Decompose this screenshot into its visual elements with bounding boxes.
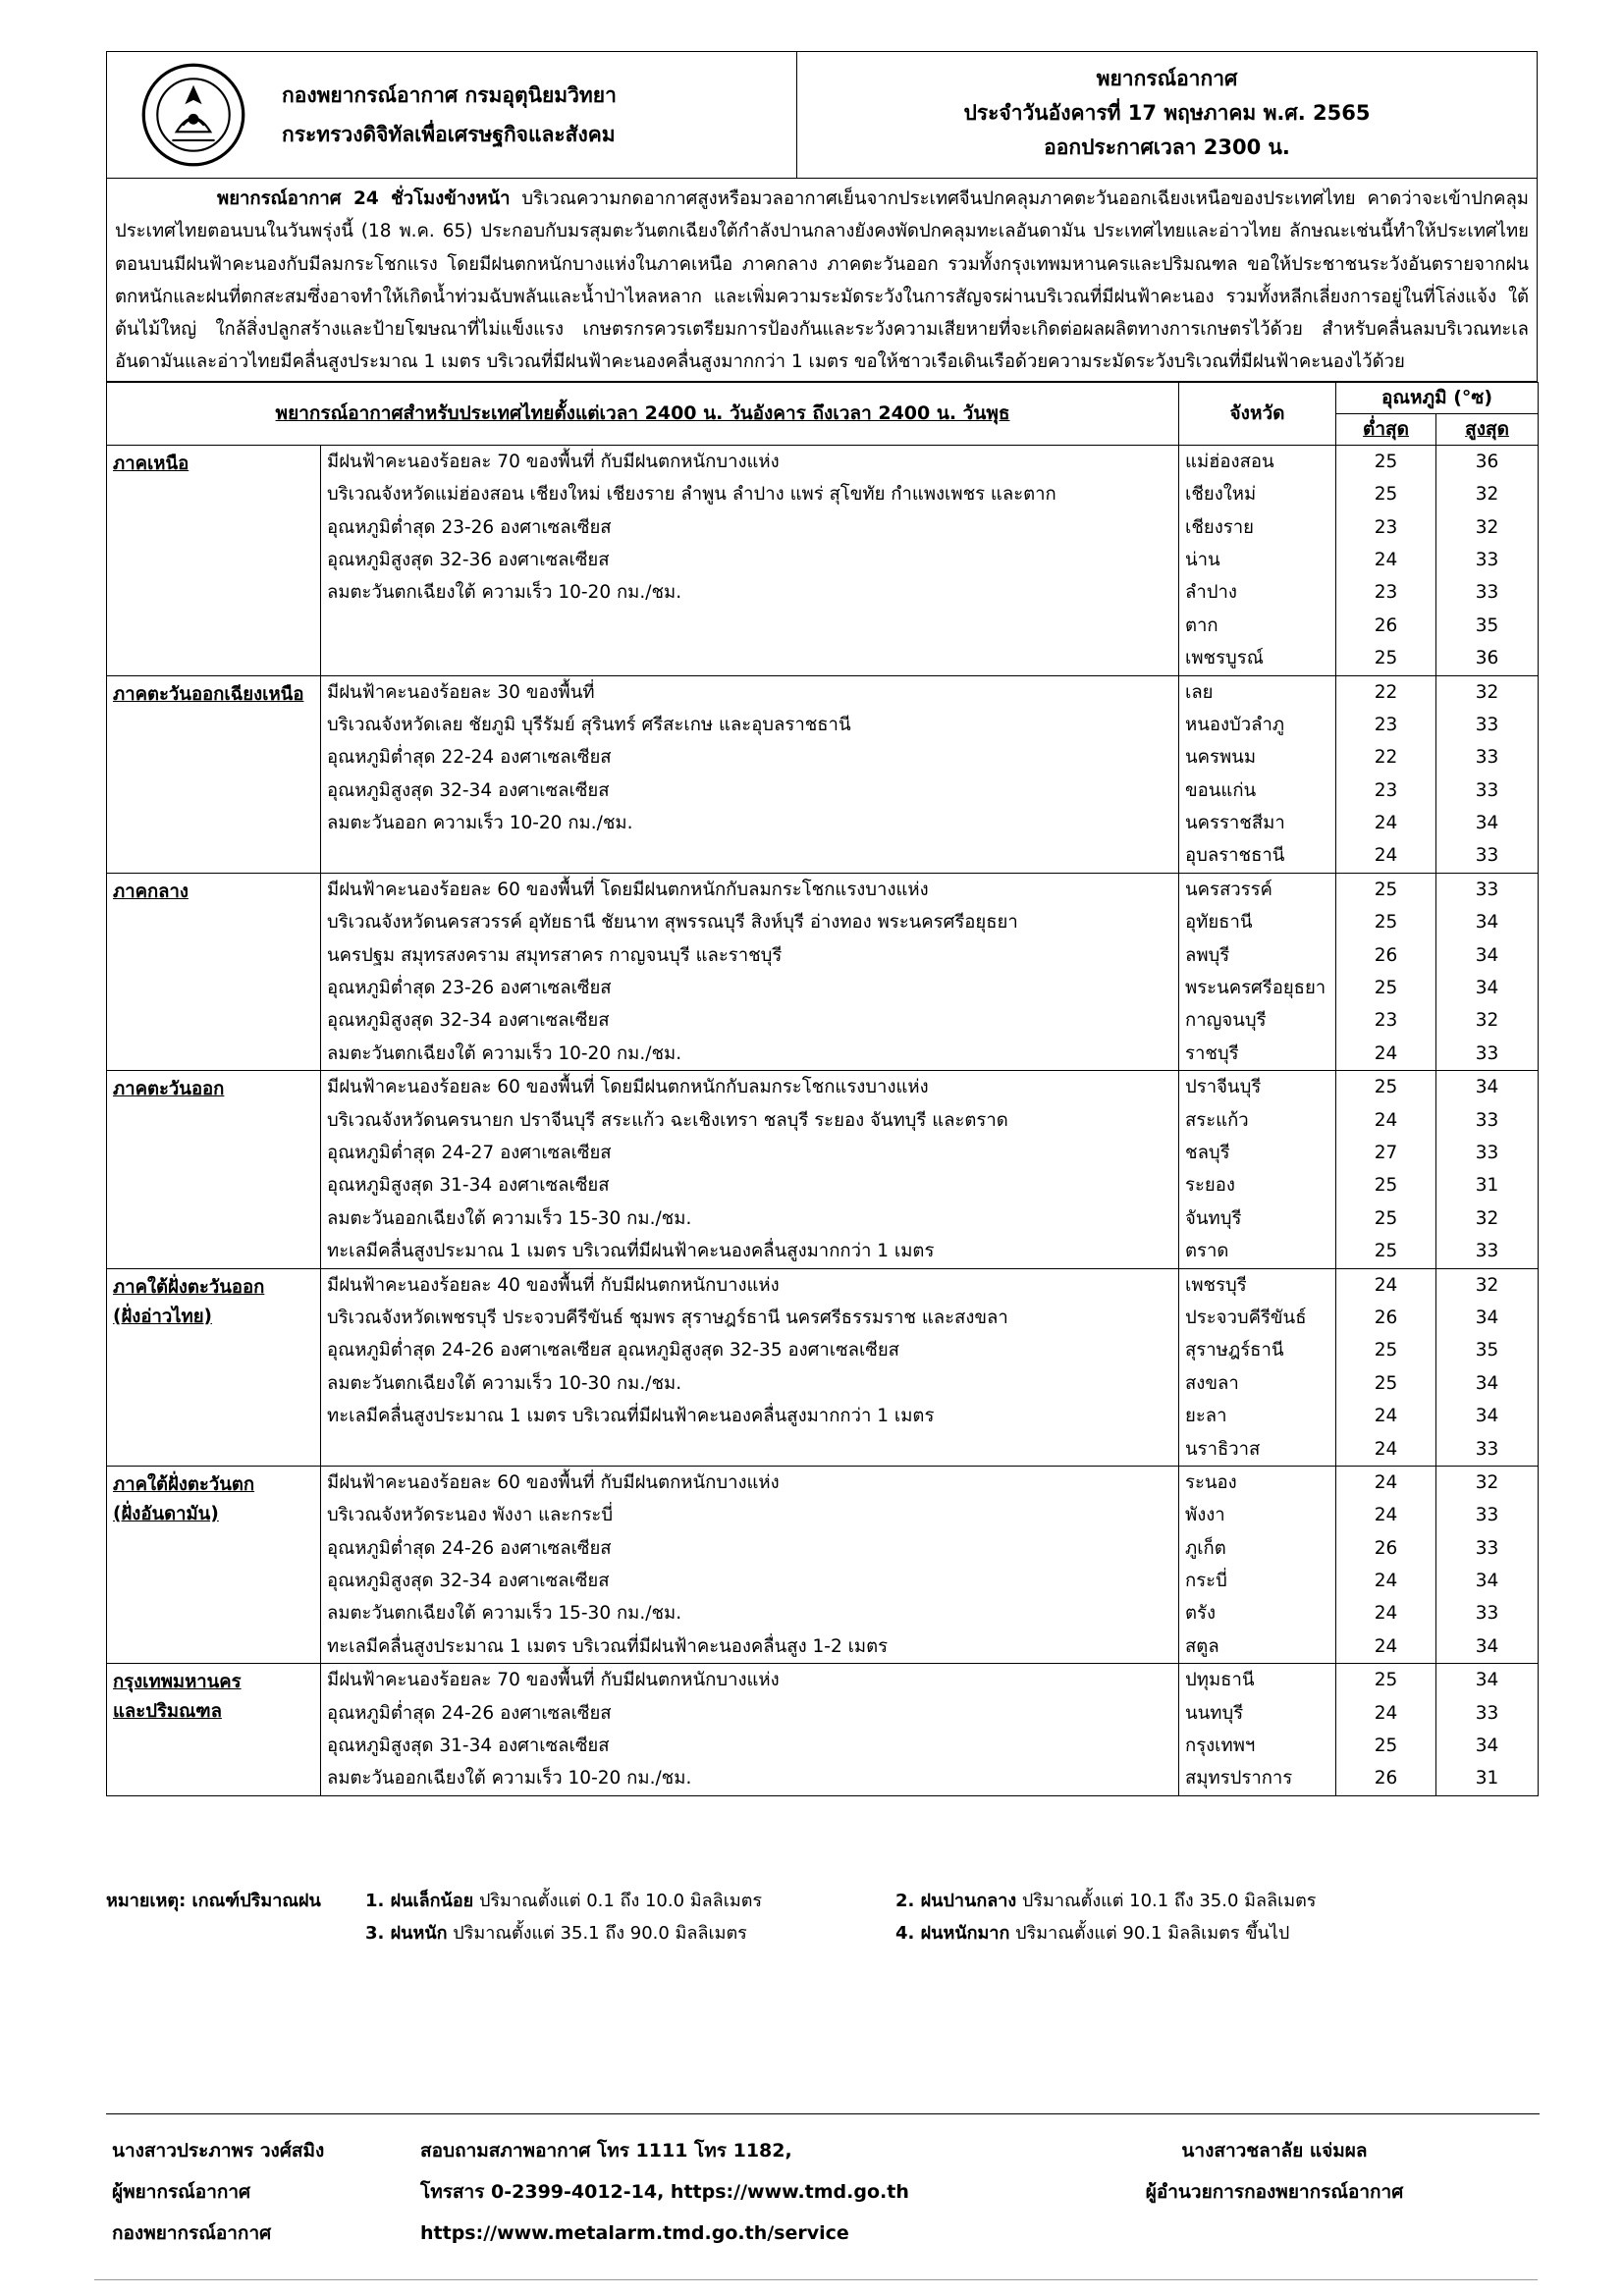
forecast-line: มีฝนฟ้าคะนองร้อยละ 40 ของพื้นที่ กับมีฝนตกหนักบางแห่ง: [327, 1274, 780, 1296]
min-temp: 26: [1374, 614, 1398, 636]
doc-issued-time: ออกประกาศเวลา 2300 น.: [1044, 135, 1290, 159]
province-list: [1179, 445, 1336, 675]
max-temp: 35: [1475, 614, 1499, 636]
min-temp: 25: [1374, 1077, 1398, 1098]
max-temp: 34: [1475, 1307, 1499, 1328]
min-temp: 25: [1374, 484, 1398, 506]
min-temp: 26: [1374, 944, 1398, 966]
col-province-header: จังหวัด: [1179, 382, 1336, 445]
max-temp-list: [1436, 1664, 1539, 1796]
max-temp: 32: [1475, 1207, 1499, 1229]
footer-divider: [106, 2113, 1540, 2114]
province-name: ระนอง: [1185, 1471, 1237, 1493]
max-temp: 32: [1475, 681, 1499, 703]
max-temp: 34: [1475, 1077, 1499, 1098]
note-item-title: 1. ฝนเล็กน้อย: [365, 1891, 474, 1911]
max-temp: 36: [1475, 451, 1499, 472]
province-name: ลำปาง: [1185, 582, 1237, 604]
province-name: เชียงราย: [1185, 516, 1254, 538]
min-temp: 24: [1374, 549, 1398, 570]
min-temp: 25: [1374, 912, 1398, 934]
forecast-line: ทะเลมีคลื่นสูงประมาณ 1 เมตร บริเวณที่มีฝนฟ้าคะนองคลื่นสูง 1-2 เมตร: [327, 1635, 889, 1657]
summary-paragraph: [106, 179, 1538, 382]
region-name-line: กรุงเทพมหานคร: [113, 1672, 242, 1693]
region-forecast: [321, 445, 1179, 675]
region-row: [107, 675, 1539, 873]
forecast-line: บริเวณจังหวัดเพชรบุรี ประจวบคีรีขันธ์ ชุมพร สุราษฎร์ธานี นครศรีธรรมราช และสงขลา: [327, 1307, 1008, 1328]
note-item: [365, 1917, 895, 1949]
max-temp: 35: [1475, 1340, 1499, 1362]
tmd-seal-icon: [140, 62, 246, 168]
min-temp: 25: [1374, 879, 1398, 900]
note-item-title: 4. ฝนหนักมาก: [895, 1923, 1010, 1944]
forecast-line: อุณหภูมิต่ำสุด 24-26 องศาเซลเซียส อุณหภูมิสูงสุด 32-35 องศาเซลเซียส: [327, 1340, 899, 1362]
min-temp-list: [1336, 1268, 1436, 1466]
max-temp: 33: [1475, 779, 1499, 801]
min-temp: 26: [1374, 1307, 1398, 1328]
summary-text: บริเวณความกดอากาศสูงหรือมวลอากาศเย็นจากประเทศจีนปกคลุมภาคตะวันออกเฉียงเหนือของประเทศไทย คาดว่าจะเข้าปกคลุมประเทศไทยตอนบนในวันพรุ่งนี้ (18 พ.ค. 65) ประกอบกับมรสุมตะวันตกเฉียงใต้กำลังปานกลางยังคงพัดปกคลุมทะเลอันดามัน ประเทศไทยและอ่าวไทย ลักษณะเช่นนี้ทำให้ประเทศไทยตอนบนมีฝนฟ้าคะนองกับมีลมกระโชกแรง โดยมีฝนตกหนักบางแห่งในภาคเหนือ ภาคกลาง ภาคตะวันออก รวมทั้งกรุงเทพมหานครและปริมณฑล ขอให้ประชาชนระวังอันตรายจากฝนตกหนักและฝนที่ตกสะสมซึ่งอาจทำให้เกิดน้ำท่วมฉับพลันและน้ำป่าไหลหลาก และเพิ่มความระมัดระวังในการสัญจรผ่านบริเวณที่มีฝนฟ้าคะนอง รวมทั้งหลีกเลี่ยงการอยู่ในที่โล่งแจ้ง ใต้ต้นไม้ใหญ่ ใกล้สิ่งปลูกสร้างและป้ายโฆษณาที่ไม่แข็งแรง เกษตรกรควรเตรียมการป้องกันและระวังความเสียหายที่จะเกิดต่อผลผลิตทางการเกษตรไว้ด้วย สำหรับคลื่นลมบริเวณทะเลอันดามันและอ่าวไทยมีคลื่นสูงประมาณ 1 เมตร บริเวณที่มีฝนฟ้าคะนองคลื่นสูงมากกว่า 1 เมตร ขอให้ชาวเรือเดินเรือด้วยความระมัดระวังบริเวณที่มีฝนฟ้าคะนองไว้ด้วย: [115, 188, 1529, 373]
min-temp: 25: [1374, 978, 1398, 999]
province-list: [1179, 1071, 1336, 1268]
min-temp: 25: [1374, 1735, 1398, 1757]
header-org-block: [107, 52, 797, 178]
forecast-line: ลมตะวันตกเฉียงใต้ ความเร็ว 10-30 กม./ชม.: [327, 1372, 682, 1394]
forecast-line: บริเวณจังหวัดเลย ชัยภูมิ บุรีรัมย์ สุรินทร์ ศรีสะเกษ และอุบลราชธานี: [327, 714, 851, 735]
org-line-2: กระทรวงดิจิทัลเพื่อเศรษฐกิจและสังคม: [282, 123, 616, 146]
region-name-line: ภาคตะวันออกเฉียงเหนือ: [113, 683, 304, 705]
province-list: [1179, 1268, 1336, 1466]
min-temp: 24: [1374, 1406, 1398, 1427]
note-item-text: ปริมาณตั้งแต่ 10.1 ถึง 35.0 มิลลิเมตร: [1016, 1891, 1317, 1911]
min-temp: 25: [1374, 1670, 1398, 1691]
forecast-line: มีฝนฟ้าคะนองร้อยละ 60 ของพื้นที่ โดยมีฝนตกหนักกับลมกระโชกแรงบางแห่ง: [327, 1077, 929, 1098]
forecast-line: อุณหภูมิต่ำสุด 23-26 องศาเซลเซียส: [327, 978, 612, 999]
max-temp: 34: [1475, 813, 1499, 834]
region-name: [107, 1466, 321, 1663]
province-name: ภูเก็ต: [1185, 1537, 1226, 1559]
col-temp-header: อุณหภูมิ (°ซ): [1336, 382, 1539, 413]
forecast-line: อุณหภูมิสูงสุด 32-34 องศาเซลเซียส: [327, 779, 610, 801]
page-bottom-rule: [94, 2279, 1538, 2280]
max-temp: 34: [1475, 1406, 1499, 1427]
province-name: เชียงใหม่: [1185, 484, 1257, 506]
forecast-line: อุณหภูมิต่ำสุด 24-27 องศาเซลเซียส: [327, 1142, 612, 1163]
province-name: อุทัยธานี: [1185, 912, 1253, 934]
province-name: ตราด: [1185, 1241, 1229, 1262]
min-temp-list: [1336, 1466, 1436, 1663]
min-temp: 22: [1374, 681, 1398, 703]
max-temp: 33: [1475, 1505, 1499, 1526]
province-list: [1179, 1466, 1336, 1663]
note-item-title: 3. ฝนหนัก: [365, 1923, 448, 1944]
province-name: นครราชสีมา: [1185, 813, 1285, 834]
max-temp: 34: [1475, 978, 1499, 999]
province-name: พังงา: [1185, 1505, 1225, 1526]
province-list: [1179, 873, 1336, 1070]
max-temp: 33: [1475, 1241, 1499, 1262]
max-temp: 33: [1475, 1537, 1499, 1559]
forecast-line: บริเวณจังหวัดระนอง พังงา และกระบี่: [327, 1505, 614, 1526]
forecast-line: มีฝนฟ้าคะนองร้อยละ 60 ของพื้นที่ โดยมีฝนตกหนักกับลมกระโชกแรงบางแห่ง: [327, 879, 929, 900]
max-temp: 33: [1475, 582, 1499, 604]
doc-title: พยากรณ์อากาศ: [1096, 67, 1238, 90]
forecast-line: มีฝนฟ้าคะนองร้อยละ 60 ของพื้นที่ กับมีฝนตกหนักบางแห่ง: [327, 1471, 780, 1493]
max-temp-list: [1436, 445, 1539, 675]
forecast-line: อุณหภูมิสูงสุด 32-36 องศาเซลเซียส: [327, 549, 610, 570]
province-name: หนองบัวลำภู: [1185, 714, 1285, 735]
min-temp: 24: [1374, 1603, 1398, 1625]
forecast-line: อุณหภูมิต่ำสุด 23-26 องศาเซลเซียส: [327, 516, 612, 538]
region-forecast: [321, 1071, 1179, 1268]
contact-block: [420, 2130, 909, 2254]
forecast-line: บริเวณจังหวัดนครนายก ปราจีนบุรี สระแก้ว ฉะเชิงเทรา ชลบุรี ระยอง จันทบุรี และตราด: [327, 1109, 1008, 1131]
province-name: นครสวรรค์: [1185, 879, 1272, 900]
min-temp-list: [1336, 1664, 1436, 1796]
province-name: กรุงเทพฯ: [1185, 1735, 1256, 1757]
note-label: หมายเหตุ: เกณฑ์ปริมาณฝน: [106, 1891, 321, 1911]
region-name: [107, 1268, 321, 1466]
max-temp: 31: [1475, 1768, 1499, 1789]
province-name: กระบี่: [1185, 1571, 1227, 1592]
province-list: [1179, 1664, 1336, 1796]
min-temp: 24: [1374, 1635, 1398, 1657]
province-name: นนทบุรี: [1185, 1702, 1244, 1724]
min-temp: 24: [1374, 1471, 1398, 1493]
max-temp: 33: [1475, 1603, 1499, 1625]
min-temp: 26: [1374, 1768, 1398, 1789]
header-title-block: [797, 52, 1537, 178]
province-name: สงขลา: [1185, 1372, 1239, 1394]
forecast-line: บริเวณจังหวัดนครสวรรค์ อุทัยธานี ชัยนาท สุพรรณบุรี สิงห์บุรี อ่างทอง พระนครศรีอยุธยา: [327, 912, 1018, 934]
min-temp: 23: [1374, 516, 1398, 538]
province-name: ประจวบคีรีขันธ์: [1185, 1307, 1307, 1328]
col-min-header: ต่ำสุด: [1336, 413, 1436, 445]
min-temp: 23: [1374, 582, 1398, 604]
region-row: [107, 1664, 1539, 1796]
region-name-line: และปริมณฑล: [113, 1701, 222, 1723]
document-header: [106, 51, 1538, 179]
province-name: ปราจีนบุรี: [1185, 1077, 1262, 1098]
province-name: เพชรบุรี: [1185, 1274, 1247, 1296]
province-name: นราธิวาส: [1185, 1438, 1261, 1460]
province-name: ขอนแก่น: [1185, 779, 1257, 801]
province-name: ตาก: [1185, 614, 1218, 636]
region-forecast: [321, 1268, 1179, 1466]
region-name-line: ภาคเหนือ: [113, 453, 189, 474]
min-temp: 24: [1374, 813, 1398, 834]
province-name: ระยอง: [1185, 1175, 1235, 1197]
max-temp: 33: [1475, 549, 1499, 570]
forecast-line: อุณหภูมิสูงสุด 32-34 องศาเซลเซียส: [327, 1010, 610, 1032]
rain-criteria-note: [106, 1885, 1540, 1949]
min-temp: 24: [1374, 1505, 1398, 1526]
forecast-line: อุณหภูมิสูงสุด 31-34 องศาเซลเซียส: [327, 1175, 610, 1197]
director-signature-block: [1127, 2130, 1422, 2213]
province-name: ตรัง: [1185, 1603, 1216, 1625]
forecast-line: ลมตะวันออก ความเร็ว 10-20 กม./ชม.: [327, 813, 633, 834]
summary-lead: พยากรณ์อากาศ 24 ชั่วโมงข้างหน้า: [217, 188, 511, 209]
province-name: พระนครศรีอยุธยา: [1185, 978, 1326, 999]
min-temp-list: [1336, 675, 1436, 873]
region-row: [107, 1268, 1539, 1466]
max-temp-list: [1436, 873, 1539, 1070]
forecast-page: [106, 51, 1538, 1796]
region-name-line: ภาคใต้ฝั่งตะวันตก: [113, 1473, 255, 1495]
forecaster-division: กองพยากรณ์อากาศ: [112, 2222, 272, 2244]
max-temp: 31: [1475, 1175, 1499, 1197]
max-temp-list: [1436, 1071, 1539, 1268]
province-name: สตูล: [1185, 1635, 1219, 1657]
province-name: สุราษฎร์ธานี: [1185, 1340, 1284, 1362]
province-name: ปทุมธานี: [1185, 1670, 1255, 1691]
region-forecast: [321, 675, 1179, 873]
province-name: ราชบุรี: [1185, 1042, 1239, 1064]
region-row: [107, 445, 1539, 675]
region-name: [107, 1664, 321, 1796]
province-name: น่าน: [1185, 549, 1220, 570]
org-line-1: กองพยากรณ์อากาศ กรมอุตุนิยมวิทยา: [282, 83, 617, 107]
max-temp: 33: [1475, 1702, 1499, 1724]
max-temp: 33: [1475, 1109, 1499, 1131]
max-temp: 32: [1475, 516, 1499, 538]
region-name: [107, 675, 321, 873]
forecast-line: อุณหภูมิต่ำสุด 24-26 องศาเซลเซียส: [327, 1702, 612, 1724]
min-temp: 23: [1374, 1010, 1398, 1032]
min-temp: 25: [1374, 648, 1398, 669]
min-temp: 25: [1374, 1241, 1398, 1262]
province-name: สมุทรปราการ: [1185, 1768, 1293, 1789]
forecast-line: ทะเลมีคลื่นสูงประมาณ 1 เมตร บริเวณที่มีฝนฟ้าคะนองคลื่นสูงมากกว่า 1 เมตร: [327, 1241, 935, 1262]
min-temp: 23: [1374, 779, 1398, 801]
max-temp-list: [1436, 1466, 1539, 1663]
note-item: [365, 1885, 895, 1917]
min-temp: 24: [1374, 845, 1398, 867]
province-name: จันทบุรี: [1185, 1207, 1242, 1229]
province-list: [1179, 675, 1336, 873]
min-temp: 24: [1374, 1702, 1398, 1724]
max-temp: 33: [1475, 747, 1499, 769]
region-name: [107, 445, 321, 675]
region-name-line: (ฝั่งอ่าวไทย): [113, 1306, 213, 1327]
region-name-line: ภาคตะวันออก: [113, 1079, 225, 1100]
forecast-line: ลมตะวันออกเฉียงใต้ ความเร็ว 15-30 กม./ชม.: [327, 1207, 692, 1229]
note-item-title: 2. ฝนปานกลาง: [895, 1891, 1017, 1911]
note-item-text: ปริมาณตั้งแต่ 0.1 ถึง 10.0 มิลลิเมตร: [473, 1891, 763, 1911]
col-max-header: สูงสุด: [1436, 413, 1539, 445]
min-temp: 24: [1374, 1042, 1398, 1064]
min-temp: 24: [1374, 1274, 1398, 1296]
max-temp: 34: [1475, 1372, 1499, 1394]
region-forecast: [321, 873, 1179, 1070]
min-temp: 25: [1374, 451, 1398, 472]
contact-fax-web[interactable]: โทรสาร 0-2399-4012-14, https://www.tmd.go.th: [420, 2181, 909, 2203]
min-temp: 24: [1374, 1109, 1398, 1131]
forecast-line: ลมตะวันตกเฉียงใต้ ความเร็ว 10-20 กม./ชม.: [327, 582, 682, 604]
min-temp: 22: [1374, 747, 1398, 769]
forecaster-title: ผู้พยากรณ์อากาศ: [112, 2181, 251, 2203]
region-name: [107, 1071, 321, 1268]
forecast-line: นครปฐม สมุทรสงคราม สมุทรสาคร กาญจนบุรี และราชบุรี: [327, 944, 783, 966]
min-temp: 27: [1374, 1142, 1398, 1163]
note-item-text: ปริมาณตั้งแต่ 35.1 ถึง 90.0 มิลลิเมตร: [447, 1923, 747, 1944]
forecast-line: อุณหภูมิสูงสุด 32-34 องศาเซลเซียส: [327, 1571, 610, 1592]
director-name: นางสาวชลาลัย แจ่มผล: [1181, 2140, 1368, 2162]
max-temp: 34: [1475, 912, 1499, 934]
max-temp-list: [1436, 1268, 1539, 1466]
max-temp: 33: [1475, 1142, 1499, 1163]
min-temp-list: [1336, 1071, 1436, 1268]
max-temp: 32: [1475, 1471, 1499, 1493]
max-temp: 34: [1475, 1670, 1499, 1691]
province-name: เลย: [1185, 681, 1214, 703]
forecast-line: ลมตะวันตกเฉียงใต้ ความเร็ว 10-20 กม./ชม.: [327, 1042, 682, 1064]
max-temp: 33: [1475, 1042, 1499, 1064]
region-name-line: (ฝั่งอันดามัน): [113, 1503, 219, 1524]
max-temp: 33: [1475, 1438, 1499, 1460]
forecast-line: มีฝนฟ้าคะนองร้อยละ 70 ของพื้นที่ กับมีฝนตกหนักบางแห่ง: [327, 1670, 780, 1691]
min-temp-list: [1336, 445, 1436, 675]
forecast-table: [106, 382, 1539, 1796]
min-temp: 26: [1374, 1537, 1398, 1559]
note-item: [895, 1885, 1316, 1917]
region-row: [107, 1466, 1539, 1663]
province-name: ชลบุรี: [1185, 1142, 1230, 1163]
note-item-text: ปริมาณตั้งแต่ 90.1 มิลลิเมตร ขึ้นไป: [1009, 1923, 1290, 1944]
region-forecast: [321, 1664, 1179, 1796]
forecast-line: ทะเลมีคลื่นสูงประมาณ 1 เมตร บริเวณที่มีฝนฟ้าคะนองคลื่นสูงมากกว่า 1 เมตร: [327, 1406, 935, 1427]
forecast-line: ลมตะวันออกเฉียงใต้ ความเร็ว 10-20 กม./ชม.: [327, 1768, 692, 1789]
contact-alarm-link[interactable]: https://www.metalarm.tmd.go.th/service: [420, 2222, 849, 2244]
table-heading: พยากรณ์อากาศสำหรับประเทศไทยตั้งแต่เวลา 2400 น. วันอังคาร ถึงเวลา 2400 น. วันพุธ: [107, 382, 1179, 445]
region-name-line: ภาคกลาง: [113, 881, 189, 902]
forecast-line: อุณหภูมิต่ำสุด 22-24 องศาเซลเซียส: [327, 747, 612, 769]
region-name: [107, 873, 321, 1070]
region-forecast: [321, 1466, 1179, 1663]
forecast-line: อุณหภูมิต่ำสุด 24-26 องศาเซลเซียส: [327, 1537, 612, 1559]
max-temp: 32: [1475, 1010, 1499, 1032]
forecast-line: มีฝนฟ้าคะนองร้อยละ 70 ของพื้นที่ กับมีฝนตกหนักบางแห่ง: [327, 451, 780, 472]
doc-date: ประจำวันอังคารที่ 17 พฤษภาคม พ.ศ. 2565: [963, 101, 1371, 125]
forecast-line: มีฝนฟ้าคะนองร้อยละ 30 ของพื้นที่: [327, 681, 595, 703]
min-temp: 24: [1374, 1571, 1398, 1592]
min-temp: 25: [1374, 1372, 1398, 1394]
min-temp: 25: [1374, 1207, 1398, 1229]
max-temp: 33: [1475, 714, 1499, 735]
director-title: ผู้อำนวยการกองพยากรณ์อากาศ: [1145, 2181, 1404, 2203]
max-temp: 34: [1475, 1571, 1499, 1592]
province-name: อุบลราชธานี: [1185, 845, 1285, 867]
province-name: เพชรบูรณ์: [1185, 648, 1264, 669]
region-name-line: ภาคใต้ฝั่งตะวันออก: [113, 1276, 265, 1298]
max-temp: 33: [1475, 879, 1499, 900]
province-name: กาญจนบุรี: [1185, 1010, 1267, 1032]
max-temp: 33: [1475, 845, 1499, 867]
min-temp-list: [1336, 873, 1436, 1070]
province-name: สระแก้ว: [1185, 1109, 1249, 1131]
forecaster-signature-block: [112, 2130, 324, 2254]
min-temp: 25: [1374, 1175, 1398, 1197]
province-name: นครพนม: [1185, 747, 1257, 769]
province-name: ลพบุรี: [1185, 944, 1230, 966]
max-temp: 32: [1475, 484, 1499, 506]
max-temp: 36: [1475, 648, 1499, 669]
forecast-line: อุณหภูมิสูงสุด 31-34 องศาเซลเซียส: [327, 1735, 610, 1757]
region-row: [107, 1071, 1539, 1268]
min-temp: 23: [1374, 714, 1398, 735]
forecaster-name: นางสาวประภาพร วงศ์สมิง: [112, 2140, 325, 2162]
contact-phone: สอบถามสภาพอากาศ โทร 1111 โทร 1182,: [420, 2140, 792, 2162]
max-temp: 34: [1475, 1635, 1499, 1657]
forecast-line: ลมตะวันตกเฉียงใต้ ความเร็ว 15-30 กม./ชม.: [327, 1603, 682, 1625]
max-temp: 34: [1475, 944, 1499, 966]
note-item: [895, 1917, 1289, 1949]
min-temp: 25: [1374, 1340, 1398, 1362]
min-temp: 24: [1374, 1438, 1398, 1460]
region-row: [107, 873, 1539, 1070]
province-name: แม่ฮ่องสอน: [1185, 451, 1274, 472]
max-temp: 32: [1475, 1274, 1499, 1296]
forecast-line: บริเวณจังหวัดแม่ฮ่องสอน เชียงใหม่ เชียงราย ลำพูน ลำปาง แพร่ สุโขทัย กำแพงเพชร และตาก: [327, 484, 1056, 506]
province-name: ยะลา: [1185, 1406, 1227, 1427]
max-temp-list: [1436, 675, 1539, 873]
max-temp: 34: [1475, 1735, 1499, 1757]
